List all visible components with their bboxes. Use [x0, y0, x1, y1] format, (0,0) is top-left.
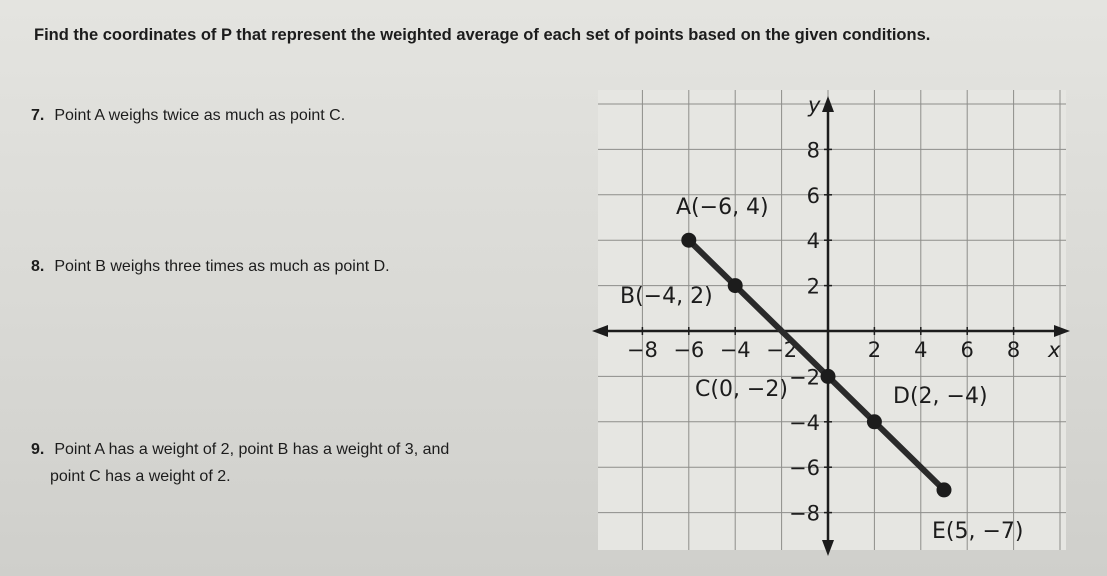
- point-b: [728, 278, 743, 293]
- problem-number: 9.: [31, 441, 45, 458]
- y-tick-label: −6: [789, 456, 820, 481]
- point-label-b: B(−4, 2): [620, 284, 713, 309]
- y-tick-label: 2: [806, 274, 820, 299]
- x-tick-label: −8: [626, 338, 658, 362]
- y-tick-label: −2: [789, 365, 820, 390]
- point-e: [937, 482, 952, 497]
- y-tick-label: −8: [789, 501, 820, 526]
- y-tick-label: 8: [806, 138, 820, 163]
- problem-text: Point B weighs three times as much as point D.: [54, 258, 390, 275]
- problem-text-continued: point C has a weight of 2.: [50, 468, 231, 485]
- point-d: [867, 414, 882, 429]
- y-axis-label: y: [808, 93, 821, 117]
- instruction-text: Find the coordinates of P that represent the weighted average of each set of points based on the given conditions.: [34, 26, 931, 44]
- grid-background: [598, 90, 1066, 550]
- problem-text: Point A weighs twice as much as point C.: [54, 107, 346, 124]
- x-tick-label: 6: [960, 338, 974, 362]
- point-label-d: D(2, −4): [893, 384, 988, 409]
- grid: [598, 90, 1066, 550]
- point-c: [821, 369, 836, 384]
- problem-text: Point A has a weight of 2, point B has a weight of 3, and: [54, 441, 450, 458]
- point-a: [681, 233, 696, 248]
- y-tick-label: 6: [806, 183, 820, 208]
- x-tick-label: 8: [1006, 338, 1021, 362]
- x-tick-label: −2: [766, 338, 798, 362]
- point-label-e: E(5, −7): [932, 519, 1024, 544]
- point-label-a: A(−6, 4): [676, 195, 769, 220]
- point-label-c: C(0, −2): [695, 377, 788, 402]
- problem-number: 8.: [31, 258, 45, 275]
- x-tick-label: 4: [914, 338, 928, 362]
- y-tick-label: −4: [789, 410, 820, 435]
- y-tick-label: 4: [806, 229, 820, 254]
- x-tick-label: −4: [719, 338, 751, 362]
- problem-number: 7.: [31, 107, 45, 124]
- x-tick-label: 2: [867, 338, 882, 362]
- x-axis-label: x: [1048, 338, 1061, 362]
- x-tick-label: −6: [673, 338, 705, 362]
